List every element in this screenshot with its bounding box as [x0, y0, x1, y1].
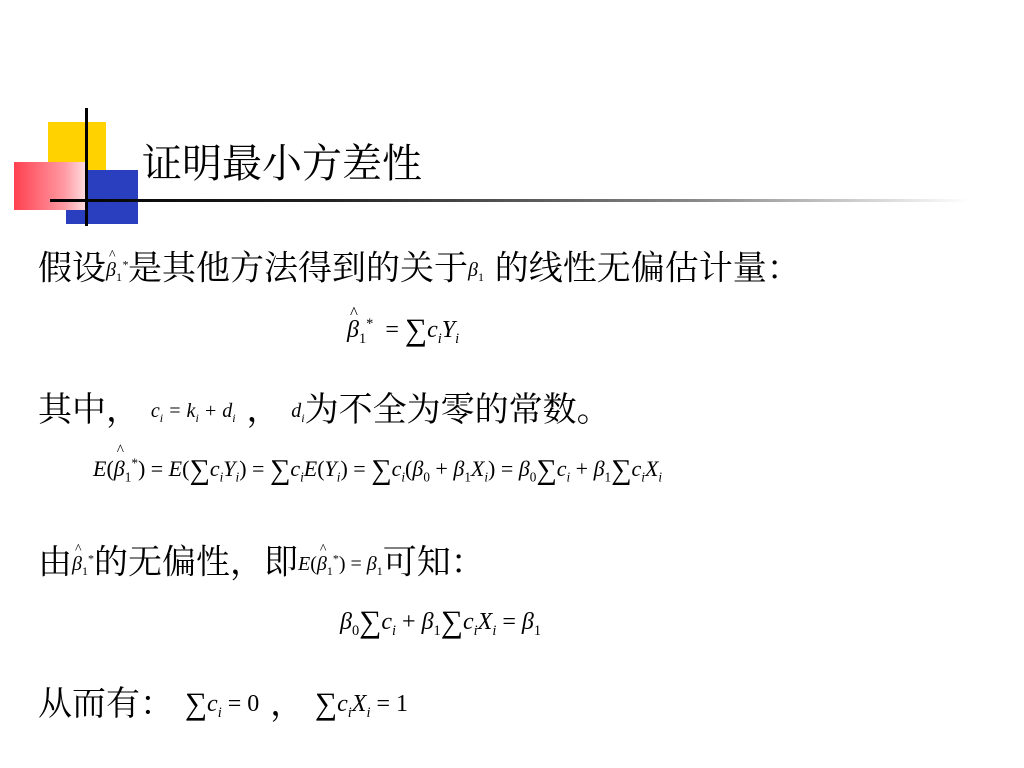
equation-estimator-definition: ^ $\beta_1^* = \sum c_iY_i$ [347, 312, 459, 348]
formula-c-equals-k-plus-d: $c_i = k_i + d_i$ [150, 400, 236, 425]
assumption-prefix: 假设 [38, 248, 106, 289]
title-underline [50, 199, 970, 202]
therefore-prefix: 从而有： [38, 684, 174, 724]
where-prefix: 其中， [38, 390, 140, 430]
formula-beta1: $\beta_1$ [467, 258, 484, 284]
equation-expectation-expansion: E(^ $\beta_1^*) = E(\sum c_iY_i) = \sum c_iE(Y_i) = \sum c_i(\beta_0 + \beta_1X_i) = \beta_0\sum c_i + \beta_1\sum c_iX_i$ [93, 455, 662, 487]
formula-sum-c-equals-zero: $\sum c_i = 0$ [184, 686, 260, 721]
assumption-middle: 是其他方法得到的关于 [127, 248, 468, 289]
slide-title: 证明最小方差性 [142, 141, 422, 187]
ornament-red-gradient [14, 162, 86, 210]
unbiased-middle: 的无偏性，即 [93, 542, 298, 583]
text-line-unbiasedness [38, 536, 485, 593]
formula-sum-cx-equals-one: $\sum c_iX_i = 1$ [314, 686, 408, 721]
therefore-separator: ， [270, 684, 305, 724]
text-line-where [38, 388, 611, 440]
formula-expectation-equals-beta1: E(^ $\beta_1^*) = \beta_1$ [298, 553, 383, 575]
ornament-vertical-line [85, 108, 88, 226]
where-separator: ， [246, 390, 281, 430]
unbiased-suffix: 可知： [382, 542, 485, 583]
text-line-therefore [38, 682, 408, 735]
formula-d-i: $d_i$ [291, 400, 305, 425]
where-suffix: 为不全为零的常数。 [304, 390, 611, 430]
formula-beta1-star-hat: ^ $\beta_1^*$ [106, 259, 128, 281]
formula-beta1-star-hat-2: ^ $\beta_1^*$ [72, 553, 94, 575]
text-line-assumption [38, 242, 801, 299]
assumption-suffix: 的线性无偏估计量： [494, 248, 801, 289]
unbiased-prefix: 由 [38, 542, 72, 583]
equation-unbiased-condition: $\beta_0\sum c_i + \beta_1\sum c_iX_i = \beta_1$ [340, 604, 542, 639]
